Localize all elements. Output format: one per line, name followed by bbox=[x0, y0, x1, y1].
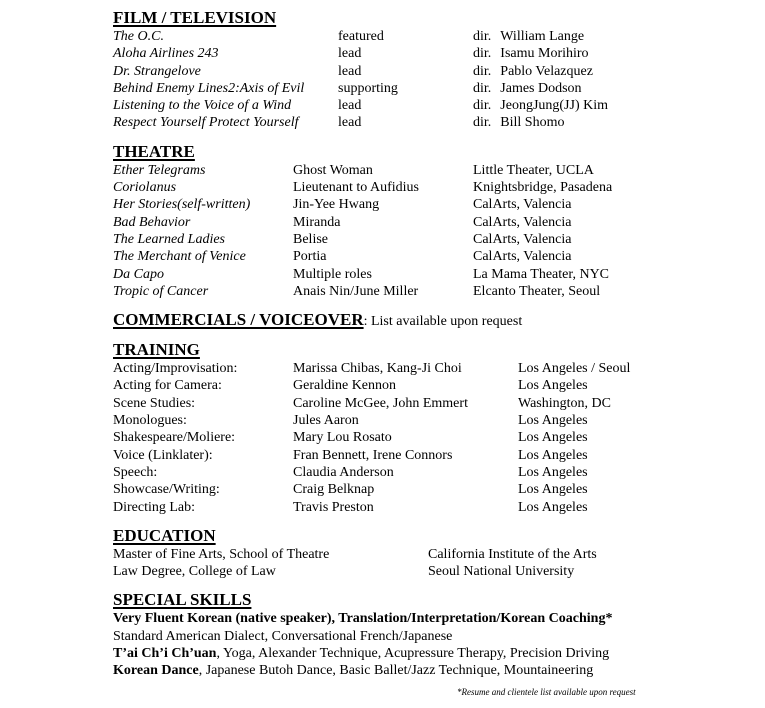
film-dir-label: dir. bbox=[473, 46, 492, 62]
theatre-row bbox=[113, 214, 673, 231]
film-title: Aloha Airlines 243 bbox=[113, 46, 219, 62]
film-director: James Dodson bbox=[500, 80, 582, 96]
training-row bbox=[113, 499, 673, 516]
training-location: Los Angeles bbox=[518, 430, 588, 446]
training-row bbox=[113, 429, 673, 446]
theatre-title: The Merchant of Venice bbox=[113, 249, 246, 265]
commercials-line bbox=[113, 310, 673, 330]
training-section bbox=[113, 340, 673, 516]
skills-korean-dance: Korean Dance bbox=[113, 663, 199, 679]
film-row bbox=[113, 97, 673, 114]
film-dir-label: dir. bbox=[473, 29, 492, 44]
skills-line-dialects: Standard American Dialect, Conversational French/Japanese bbox=[113, 628, 453, 644]
theatre-role: Anais Nin/June Miller bbox=[293, 283, 419, 299]
training-row bbox=[113, 395, 673, 412]
training-row bbox=[113, 412, 673, 429]
film-role: lead bbox=[338, 63, 362, 79]
training-teacher: Craig Belknap bbox=[293, 482, 375, 498]
theatre-venue: CalArts, Valencia bbox=[473, 249, 572, 265]
training-row bbox=[113, 481, 673, 498]
film-title: Dr. Strangelove bbox=[113, 63, 201, 79]
film-director: Bill Shomo bbox=[500, 115, 565, 131]
theatre-role: Multiple roles bbox=[293, 266, 372, 282]
theatre-role: Miranda bbox=[293, 214, 341, 230]
training-subject: Directing Lab: bbox=[113, 499, 196, 515]
training-row bbox=[113, 447, 673, 464]
film-heading: FILM / TELEVISION bbox=[113, 8, 277, 27]
theatre-row bbox=[113, 179, 673, 196]
film-role: supporting bbox=[338, 80, 398, 96]
education-list bbox=[113, 546, 673, 581]
training-teacher: Geraldine Kennon bbox=[293, 378, 397, 394]
education-section bbox=[113, 526, 673, 581]
film-director-cell bbox=[473, 28, 584, 45]
theatre-list bbox=[113, 162, 673, 300]
theatre-role: Belise bbox=[293, 231, 328, 247]
training-subject: Voice (Linklater): bbox=[113, 447, 213, 463]
education-degree: Master of Fine Arts, School of Theatre bbox=[113, 546, 330, 562]
training-subject: Acting for Camera: bbox=[113, 378, 222, 394]
skills-movement-rest: , Yoga, Alexander Technique, Acupressure Therapy, Precision Driving bbox=[216, 646, 610, 662]
film-title: Listening to the Voice of a Wind bbox=[113, 98, 292, 114]
theatre-venue: Knightsbridge, Pasadena bbox=[473, 180, 613, 196]
film-director-cell bbox=[473, 114, 564, 131]
theatre-title: Her Stories(self-written) bbox=[113, 197, 251, 213]
film-section bbox=[113, 8, 673, 132]
theatre-row bbox=[113, 266, 673, 283]
film-row bbox=[113, 80, 673, 97]
training-heading: TRAINING bbox=[113, 340, 200, 360]
theatre-role: Jin-Yee Hwang bbox=[293, 197, 380, 213]
skills-line-languages: Very Fluent Korean (native speaker), Translation/Interpretation/Korean Coaching* bbox=[113, 611, 613, 627]
theatre-venue: La Mama Theater, NYC bbox=[473, 266, 610, 282]
education-row bbox=[113, 546, 673, 563]
training-location: Los Angeles / Seoul bbox=[518, 361, 631, 377]
training-subject: Showcase/Writing: bbox=[113, 482, 220, 498]
film-dir-label: dir. bbox=[473, 80, 492, 96]
film-director: Pablo Velazquez bbox=[500, 63, 593, 79]
theatre-role: Lieutenant to Aufidius bbox=[293, 180, 419, 196]
film-row bbox=[113, 28, 673, 45]
training-subject: Scene Studies: bbox=[113, 395, 196, 411]
training-subject: Shakespeare/Moliere: bbox=[113, 430, 236, 446]
theatre-row bbox=[113, 248, 673, 265]
theatre-venue: Elcanto Theater, Seoul bbox=[473, 283, 601, 299]
training-location: Washington, DC bbox=[518, 395, 611, 411]
theatre-title: Ether Telegrams bbox=[113, 162, 206, 178]
training-row bbox=[113, 377, 673, 394]
theatre-title: Da Capo bbox=[113, 266, 164, 282]
footnote: *Resume and clientele list available upon request bbox=[457, 687, 636, 697]
film-row bbox=[113, 114, 673, 131]
film-director: William Lange bbox=[500, 29, 585, 44]
education-school: Seoul National University bbox=[428, 564, 575, 580]
training-list bbox=[113, 360, 673, 516]
film-role: lead bbox=[338, 115, 362, 131]
training-location: Los Angeles bbox=[518, 378, 588, 394]
theatre-title: Bad Behavior bbox=[113, 214, 191, 230]
skills-line-movement bbox=[113, 645, 673, 662]
training-teacher: Marissa Chibas, Kang-Ji Choi bbox=[293, 361, 462, 377]
training-row bbox=[113, 360, 673, 377]
training-teacher: Caroline McGee, John Emmert bbox=[293, 395, 468, 411]
training-teacher: Travis Preston bbox=[293, 499, 374, 515]
training-location: Los Angeles bbox=[518, 413, 588, 429]
training-location: Los Angeles bbox=[518, 447, 588, 463]
skills-line-dance bbox=[113, 662, 673, 679]
theatre-venue: CalArts, Valencia bbox=[473, 214, 572, 230]
skills-heading: SPECIAL SKILLS bbox=[113, 590, 252, 610]
training-location: Los Angeles bbox=[518, 499, 588, 515]
commercials-note: : List available upon request bbox=[363, 314, 523, 330]
commercials-heading: COMMERCIALS / VOICEOVER bbox=[113, 310, 364, 330]
theatre-role: Portia bbox=[293, 249, 327, 265]
resume-page bbox=[113, 8, 673, 680]
skills-dance-rest: , Japanese Butoh Dance, Basic Ballet/Jazz Technique, Mountaineering bbox=[198, 663, 594, 679]
film-list bbox=[113, 28, 673, 132]
theatre-title: Coriolanus bbox=[113, 180, 177, 196]
film-role: featured bbox=[338, 29, 384, 44]
education-degree: Law Degree, College of Law bbox=[113, 564, 276, 580]
film-title: Respect Yourself Protect Yourself bbox=[113, 115, 299, 131]
film-row bbox=[113, 63, 673, 80]
skills-section bbox=[113, 590, 673, 679]
theatre-venue: Little Theater, UCLA bbox=[473, 162, 594, 178]
film-role: lead bbox=[338, 46, 362, 62]
film-director-cell bbox=[473, 45, 589, 62]
film-title: The O.C. bbox=[113, 29, 164, 44]
training-teacher: Jules Aaron bbox=[293, 413, 359, 429]
theatre-row bbox=[113, 283, 673, 300]
theatre-role: Ghost Woman bbox=[293, 162, 373, 178]
theatre-section bbox=[113, 142, 673, 300]
education-school: California Institute of the Arts bbox=[428, 546, 597, 562]
training-location: Los Angeles bbox=[518, 482, 588, 498]
theatre-venue: CalArts, Valencia bbox=[473, 197, 572, 213]
training-subject: Speech: bbox=[113, 464, 158, 480]
film-director: JeongJung(JJ) Kim bbox=[500, 98, 609, 114]
theatre-venue: CalArts, Valencia bbox=[473, 231, 572, 247]
training-subject: Monologues: bbox=[113, 413, 187, 429]
theatre-heading: THEATRE bbox=[113, 141, 195, 161]
education-heading: EDUCATION bbox=[113, 525, 216, 545]
training-row bbox=[113, 464, 673, 481]
film-title: Behind Enemy Lines2:Axis of Evil bbox=[113, 80, 305, 96]
film-dir-label: dir. bbox=[473, 115, 492, 131]
theatre-row bbox=[113, 196, 673, 213]
theatre-row bbox=[113, 231, 673, 248]
film-role: lead bbox=[338, 98, 362, 114]
training-teacher: Mary Lou Rosato bbox=[293, 430, 392, 446]
education-row bbox=[113, 563, 673, 580]
film-dir-label: dir. bbox=[473, 98, 492, 114]
theatre-title: The Learned Ladies bbox=[113, 231, 225, 247]
training-teacher: Claudia Anderson bbox=[293, 464, 394, 480]
training-subject: Acting/Improvisation: bbox=[113, 361, 238, 377]
commercials-section bbox=[113, 310, 673, 330]
film-director-cell bbox=[473, 80, 582, 97]
film-dir-label: dir. bbox=[473, 63, 492, 79]
film-director-cell bbox=[473, 97, 608, 114]
skills-taichi: T’ai Ch’i Ch’uan bbox=[113, 646, 217, 662]
training-location: Los Angeles bbox=[518, 464, 588, 480]
film-row bbox=[113, 45, 673, 62]
film-director-cell bbox=[473, 63, 593, 80]
theatre-row bbox=[113, 162, 673, 179]
film-director: Isamu Morihiro bbox=[500, 46, 589, 62]
training-teacher: Fran Bennett, Irene Connors bbox=[293, 447, 453, 463]
theatre-title: Tropic of Cancer bbox=[113, 283, 209, 299]
